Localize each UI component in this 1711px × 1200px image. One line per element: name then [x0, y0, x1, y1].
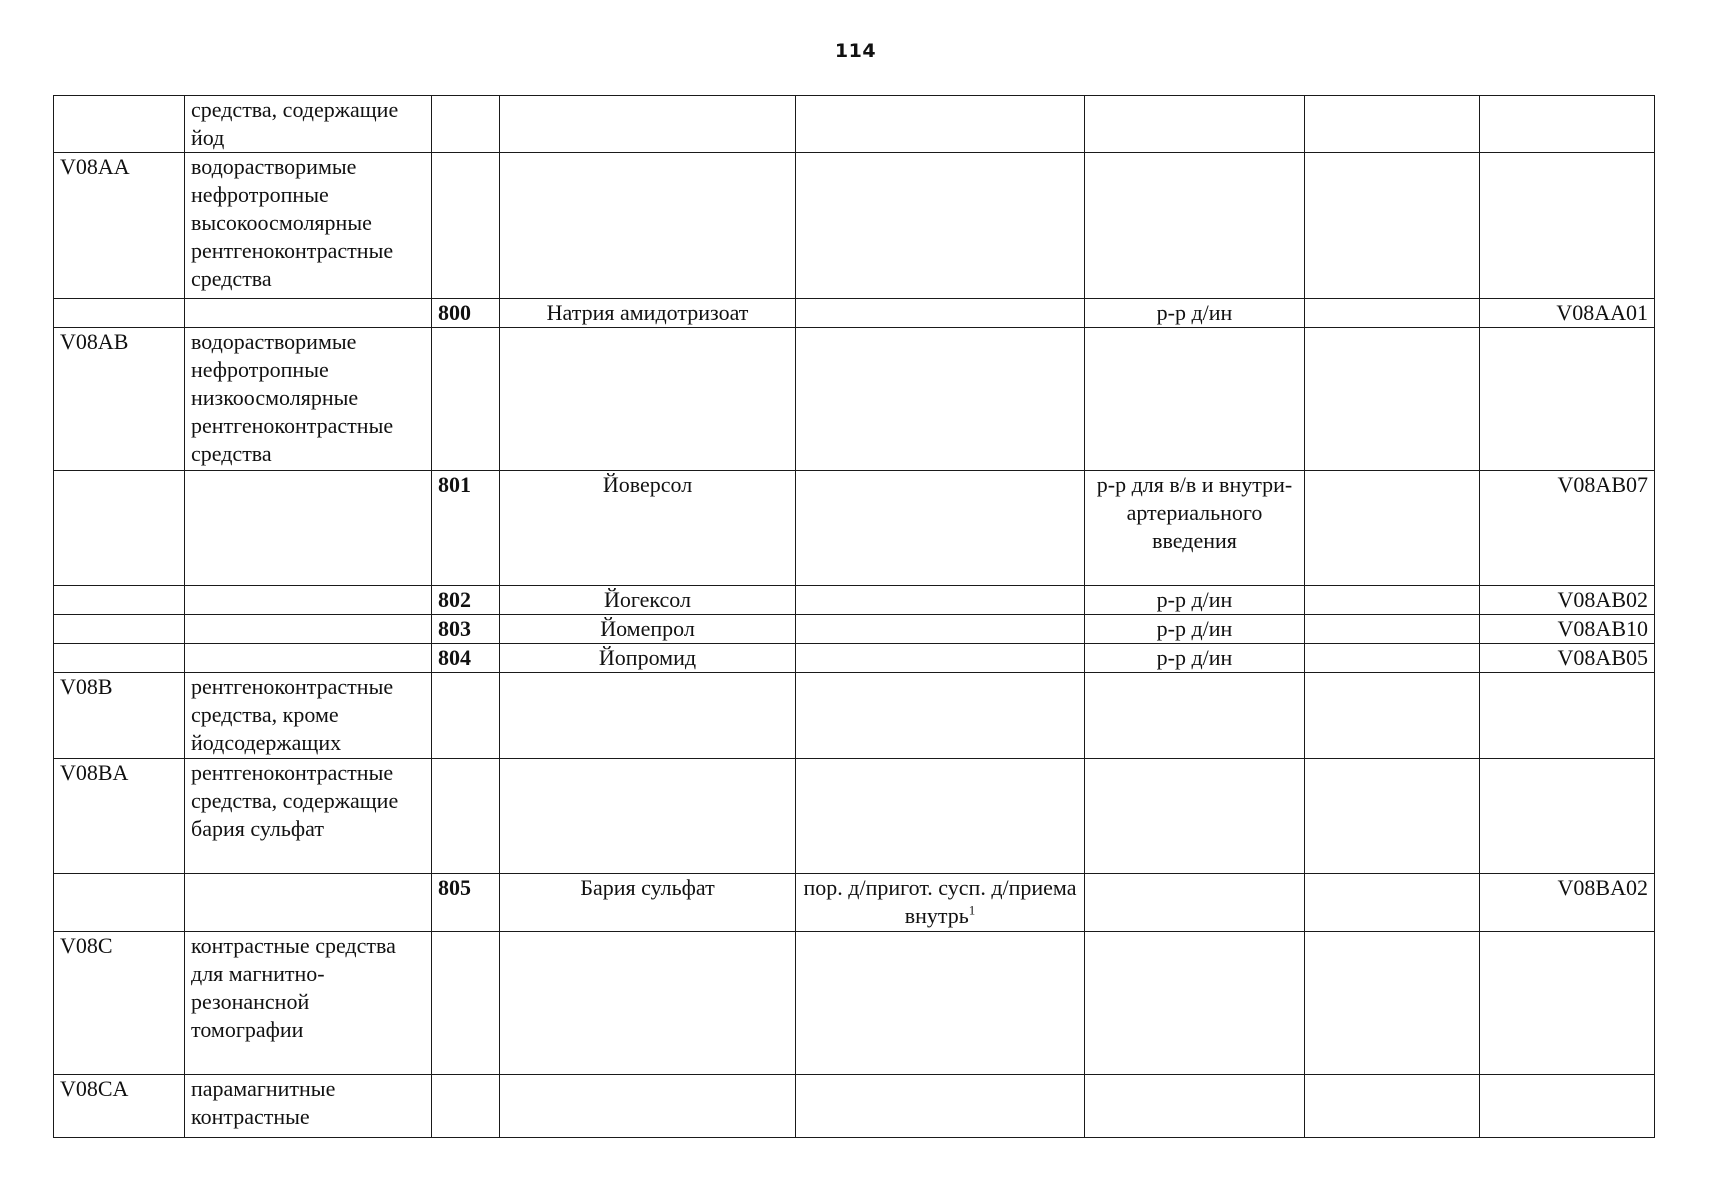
dosage-form-b: р-р д/ин — [1085, 644, 1305, 673]
atc-code — [1480, 153, 1655, 299]
dosage-form-b: р-р д/ин — [1085, 586, 1305, 615]
drug-name — [500, 932, 796, 1075]
atc-code — [1480, 1075, 1655, 1138]
drug-name: Натрия амидотризоат — [500, 299, 796, 328]
item-number: 805 — [432, 874, 500, 932]
table-row — [54, 932, 1655, 1075]
atc-group-code: V08CA — [54, 1075, 185, 1138]
drug-name — [500, 328, 796, 471]
dosage-form-b — [1085, 673, 1305, 759]
footnote-marker: 1 — [968, 902, 976, 918]
table-row — [54, 328, 1655, 471]
page-number: 114 — [834, 40, 877, 62]
drug-name — [500, 673, 796, 759]
empty-cell — [1305, 328, 1480, 471]
atc-group-code — [54, 874, 185, 932]
atc-code: V08AB10 — [1480, 615, 1655, 644]
empty-cell — [1305, 644, 1480, 673]
atc-group-name: рентгеноконтрастные средства, содержащие бария сульфат — [185, 759, 432, 874]
atc-code — [1480, 673, 1655, 759]
atc-code: V08BA02 — [1480, 874, 1655, 932]
dosage-form-a — [796, 1075, 1085, 1138]
empty-cell — [1305, 615, 1480, 644]
table-row — [54, 153, 1655, 299]
atc-group-code: V08B — [54, 673, 185, 759]
empty-cell — [1305, 932, 1480, 1075]
item-number — [432, 1075, 500, 1138]
atc-group-name — [185, 299, 432, 328]
empty-cell — [1305, 96, 1480, 153]
table-row — [54, 673, 1655, 759]
atc-group-name: парамагнитные контрастные — [185, 1075, 432, 1138]
dosage-form-b — [1085, 1075, 1305, 1138]
empty-cell — [1305, 153, 1480, 299]
item-number: 804 — [432, 644, 500, 673]
dosage-form-a — [796, 299, 1085, 328]
item-number — [432, 328, 500, 471]
atc-code: V08AB02 — [1480, 586, 1655, 615]
drug-name — [500, 96, 796, 153]
table-row — [54, 615, 1655, 644]
atc-group-code — [54, 644, 185, 673]
dosage-form-b: р-р для в/в и внутри-артериального введения — [1085, 471, 1305, 586]
atc-group-code — [54, 471, 185, 586]
drug-name — [500, 759, 796, 874]
atc-group-code: V08AA — [54, 153, 185, 299]
empty-cell — [1305, 299, 1480, 328]
table-row — [54, 471, 1655, 586]
dosage-form-a — [796, 96, 1085, 153]
atc-group-code — [54, 586, 185, 615]
table-row — [54, 299, 1655, 328]
dosage-form-a — [796, 153, 1085, 299]
empty-cell — [1305, 586, 1480, 615]
atc-group-name — [185, 874, 432, 932]
atc-code: V08AB05 — [1480, 644, 1655, 673]
dosage-form-a — [796, 586, 1085, 615]
dosage-form-a — [796, 673, 1085, 759]
dosage-form-a — [796, 874, 1085, 932]
atc-group-code: V08BA — [54, 759, 185, 874]
item-number: 800 — [432, 299, 500, 328]
drug-name: Йопромид — [500, 644, 796, 673]
atc-group-code: V08C — [54, 932, 185, 1075]
item-number — [432, 673, 500, 759]
dosage-form-b — [1085, 328, 1305, 471]
table-row — [54, 586, 1655, 615]
drug-name — [500, 1075, 796, 1138]
atc-code — [1480, 328, 1655, 471]
table-row — [54, 96, 1655, 153]
item-number — [432, 932, 500, 1075]
atc-group-code — [54, 299, 185, 328]
atc-group-name — [185, 586, 432, 615]
dosage-form-a — [796, 615, 1085, 644]
atc-group-name — [185, 615, 432, 644]
dosage-form-b — [1085, 759, 1305, 874]
empty-cell — [1305, 1075, 1480, 1138]
dosage-form-b — [1085, 96, 1305, 153]
empty-cell — [1305, 874, 1480, 932]
atc-group-code — [54, 615, 185, 644]
dosage-form-a — [796, 471, 1085, 586]
drug-name: Йомепрол — [500, 615, 796, 644]
drug-table — [53, 95, 1655, 1138]
item-number — [432, 153, 500, 299]
item-number — [432, 96, 500, 153]
table-row — [54, 644, 1655, 673]
atc-group-name: средства, содержащие йод — [185, 96, 432, 153]
table-row — [54, 759, 1655, 874]
dosage-form-b — [1085, 153, 1305, 299]
atc-group-code: V08AB — [54, 328, 185, 471]
dosage-form-a — [796, 759, 1085, 874]
item-number: 801 — [432, 471, 500, 586]
dosage-form-b: р-р д/ин — [1085, 615, 1305, 644]
empty-cell — [1305, 673, 1480, 759]
dosage-form-b — [1085, 932, 1305, 1075]
atc-group-code — [54, 96, 185, 153]
drug-name: Йоверсол — [500, 471, 796, 586]
atc-code: V08AA01 — [1480, 299, 1655, 328]
empty-cell — [1305, 759, 1480, 874]
item-number: 802 — [432, 586, 500, 615]
item-number: 803 — [432, 615, 500, 644]
dosage-form-text: пор. д/пригот. сусп. д/приема внутрь — [803, 875, 1077, 928]
atc-group-name — [185, 471, 432, 586]
atc-group-name: водорастворимые нефротропные высокоосмолярные рентгеноконтрастные средства — [185, 153, 432, 299]
drug-name: Бария сульфат — [500, 874, 796, 932]
atc-group-name — [185, 644, 432, 673]
drug-name — [500, 153, 796, 299]
atc-group-name: рентгеноконтрастные средства, кроме йодсодержащих — [185, 673, 432, 759]
dosage-form-a — [796, 932, 1085, 1075]
table-row — [54, 1075, 1655, 1138]
atc-code — [1480, 96, 1655, 153]
dosage-form-b: р-р д/ин — [1085, 299, 1305, 328]
drug-name: Йогексол — [500, 586, 796, 615]
atc-group-name: контрастные средства для магнитно-резонансной томографии — [185, 932, 432, 1075]
dosage-form-b — [1085, 874, 1305, 932]
atc-code — [1480, 759, 1655, 874]
table-row — [54, 874, 1655, 932]
dosage-form-a — [796, 328, 1085, 471]
dosage-form-a — [796, 644, 1085, 673]
atc-code: V08AB07 — [1480, 471, 1655, 586]
empty-cell — [1305, 471, 1480, 586]
atc-group-name: водорастворимые нефротропные низкоосмолярные рентгеноконтрастные средства — [185, 328, 432, 471]
atc-code — [1480, 932, 1655, 1075]
item-number — [432, 759, 500, 874]
